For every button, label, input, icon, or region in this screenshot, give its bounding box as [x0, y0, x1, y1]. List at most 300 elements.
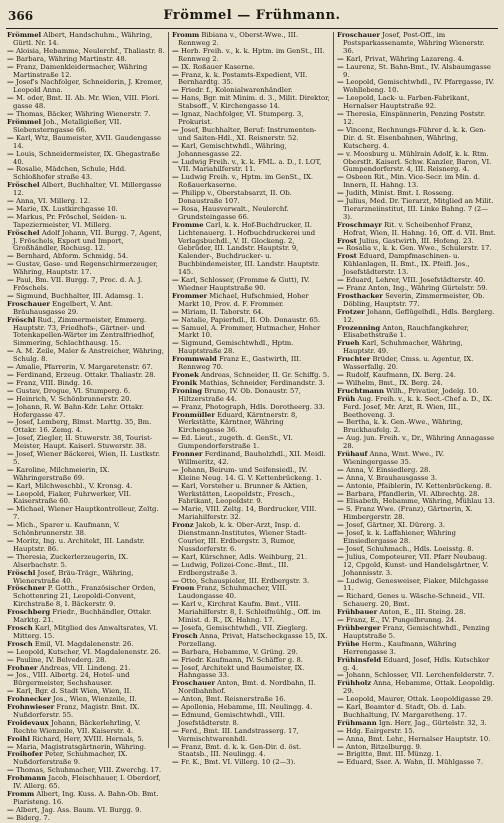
entry-details: Rosalia v., k. k. Gen. Wwe., Schulerstr. 17. [345, 244, 492, 253]
entry-details: Barbara, Währing Martinstr. 48. [15, 54, 127, 63]
entry-surname: Früh [337, 394, 356, 403]
entry-details: Hdg. Eairgerstr. 15. [345, 726, 415, 735]
entry-surname: Frohnwieser [7, 703, 55, 712]
entry-details: Josefa, Gemischtwhdl., VII. Zieglerg. [180, 623, 308, 632]
entry-details: Jos., Wien, Wienzeile, II. [52, 695, 137, 704]
column-2 [169, 31, 334, 767]
entry-details: Julius, Compoteurer, VII. Pfarr Neubaug. 12, Cpgold, Kunst- und Handelsgärtner, V. Johannisstr. 3. [343, 552, 489, 577]
entry-surname: — [337, 703, 344, 712]
entry-surname: — [172, 710, 179, 719]
entry-surname: — [7, 647, 14, 656]
directory-entry [172, 72, 330, 88]
entry-surname: — [337, 94, 344, 103]
entry-surname: — [7, 260, 14, 269]
entry-surname: Frühauf [337, 450, 368, 459]
entry-details: Rud., Zimmermeister, Emmerg. Hauptstr. 73, Friedhofs-, Gärtner- und Totenkapellen-Wärter im Zentralfriedhof, Simmering, Schlachthausg. 15. [13, 315, 155, 348]
entry-details: Franz Anton, Ing., Währing Gürtelstr. 59. [345, 284, 488, 292]
entry-surname: Frueh [337, 339, 360, 348]
entry-surname: Froning [172, 386, 203, 395]
directory-entry [337, 222, 496, 238]
entry-details: Emil, VI. Magdalenenstr. 26. [34, 639, 134, 648]
entry-details: Michael, Wiener Hauptkontrolleur, Zeltg. 7. [13, 505, 159, 522]
entry-surname: — [337, 78, 344, 87]
entry-details: Franz, E., IV. Pungelbrunng. 24. [345, 616, 457, 625]
entry-surname: — [172, 94, 179, 103]
directory-entry [337, 435, 496, 451]
entry-surname: Frühberger [337, 623, 381, 632]
entry-surname: Froschauer [172, 679, 215, 688]
directory-entry [172, 522, 330, 554]
entry-details: Gustav, Drogue, VI. Stumperg. 6. [15, 386, 131, 395]
directory-entry [337, 32, 496, 56]
directory-entry [337, 657, 496, 673]
directory-entry [337, 704, 496, 720]
entry-surname: Froihl [7, 734, 30, 743]
directory-entry [7, 301, 165, 317]
directory-entry [7, 151, 165, 167]
entry-details: P. Gotth., Französischer Orden, Schottenring 21, Leopoldi-Convent, Kirchstraße 8, I. Bäckerstr. 9. [13, 584, 156, 609]
entry-surname: — [172, 505, 179, 514]
directory-entry [7, 751, 165, 767]
directory-entry [337, 79, 496, 95]
entry-details: Josef, Lemberg, Blmst. Marttg. 35, Bm. Ottakr. 16. Zemg. 4. [13, 418, 152, 435]
entry-surname: — [172, 434, 179, 443]
entry-details: Eduard, Sser. A. Wahn, II. Mühlgasse 7. [345, 758, 484, 767]
entry-details: Julius, Gastwirth, III. Hofeng. 23. [358, 236, 474, 245]
entry-surname: Frosthacker [337, 291, 383, 300]
directory-entry [7, 704, 165, 720]
entry-details: Laurenz, St. Bahn-Bmt., IV. Alsbaumgasse 9. [343, 62, 491, 79]
entry-surname: Fronz [172, 521, 194, 530]
entry-details: Josef, k. k. Laffahiener, Währing Einsiedlergasse 28. [343, 529, 456, 545]
entry-details: Karoline, Milchmeierin, IX. Währingerstraße 69. [13, 465, 110, 482]
entry-surname: — [337, 544, 344, 553]
entry-details: Vincenz, Rechnungs-Führer d. k. k. Gen-Dir. d. St. Eisenbahnen, Währing, Kutscherg. 4. [343, 125, 486, 150]
entry-details: Johann, R. W. Bahn-Kdr. Lehr. Ottakr. Hofergasse 47. [13, 402, 144, 419]
entry-surname: Fröschel [7, 181, 40, 190]
entry-surname: — [172, 647, 179, 656]
entry-surname: — [337, 489, 344, 498]
entry-details: Osbeon Rit., Min. Vice-Secr. im Min. d. Innern, II. Hahng. 13. [343, 173, 480, 190]
entry-details: Ludwig Freih. v., k. k. FML. a. D., I. LOT, VII. Mariahilferstr. 11. [178, 157, 322, 174]
entry-details: Karl, Bgr. d. Stadt Wien, Wien, II. [15, 687, 132, 696]
entry-details: Leopold, Maurer, Ottak. Leopoldigasse 29. [345, 695, 494, 704]
entry-surname: — [7, 742, 14, 751]
entry-surname: — [337, 734, 344, 743]
directory-entry [337, 396, 496, 420]
entry-details: Wilh., Privatier, Jodelg. 10. [386, 386, 479, 395]
directory-entry [337, 506, 496, 522]
directory-entry [337, 309, 496, 325]
entry-details: Johann, Bäckerlehrling, V. Rechte Wienzeile, VII. Kaiserstr. 4. [13, 718, 141, 735]
entry-surname: — [7, 537, 14, 545]
entry-surname: — [7, 347, 14, 356]
entry-details: Michael, Hufschmied, Hoher Markt 10, Prov. d. F. Frommer. [178, 291, 309, 308]
directory-entry [7, 791, 165, 807]
entry-details: Maria, Magistratsgärtnerin, Währing. [15, 742, 147, 751]
entry-surname: — [172, 307, 179, 316]
directory-entry [337, 759, 496, 767]
entry-surname: — [7, 552, 14, 561]
entry-details: Mich., Sparer u. Kaufmann, V. Schönbrunnerstr. 38. [13, 521, 120, 538]
page-header [6, 6, 498, 29]
entry-surname: — [7, 489, 14, 498]
entry-surname: — [7, 149, 14, 158]
entry-details: Josef, Schuhmach., Hdls. Loeisstg. 8. [345, 544, 474, 553]
entry-details: Karl, Milchweschbl., V. Kronsg. 4. [15, 481, 133, 490]
directory-entry [172, 665, 330, 681]
entry-surname: Frühinsfeld [337, 655, 382, 664]
entry-details: Franz, Schuhmacher, VIII. Laudongasse 40. [178, 584, 288, 601]
entry-surname: — [172, 141, 179, 150]
entry-surname: — [172, 46, 179, 55]
directory-entry [7, 166, 165, 182]
entry-details: Leopold, Lack- u. Farben-Fabrikant, Hernalser Hauptstraße 92. [343, 94, 470, 111]
entry-details: A. M. Zeile, Maler & Anstreicher, Währing, Schulg. 8. [13, 347, 164, 364]
entry-surname: — [7, 655, 14, 664]
entry-surname: — [7, 671, 14, 680]
directory-entry [7, 522, 165, 538]
entry-details: Edmund, Gemischtwhdl., VIII. Josefstädterstr. 8. [178, 710, 285, 727]
directory-entry [172, 222, 330, 277]
entry-surname: — [172, 276, 179, 285]
entry-surname: — [337, 505, 344, 514]
entry-details: Friedr. Kaufmann, IV. Schäffer g. 8. [180, 655, 303, 664]
entry-details: Josef's Nachfolger, Schneiderin, J. Kremer, Leopold Anna. [13, 78, 163, 95]
entry-details: Anna, Bmt. Lehr., Hernalser Hauptstr. 10. [345, 734, 491, 743]
entry-surname: Frohner [7, 663, 38, 672]
entry-surname: — [172, 552, 179, 561]
entry-surname: — [337, 173, 344, 182]
entry-details: Ferd., Bmt. III. Landstrasserg. 17, Vermischtwarenhdl. [178, 726, 299, 743]
entry-details: Hans, Bgr. mit Minim. d. 3., Milit. Direktor, Stabsoff., V. Kirchengasse 14. [178, 94, 330, 111]
directory-entry [172, 159, 330, 175]
entry-details: Amalie, Pfarrerin, V. Margaretenstr. 67. [15, 363, 153, 372]
entry-surname: — [337, 497, 344, 506]
entry-surname: — [7, 204, 14, 213]
entry-details: Theresia, Einspännerin, Penzing Poststr. 12. [343, 110, 486, 126]
entry-surname: — [7, 434, 14, 443]
entry-surname: — [337, 62, 344, 71]
entry-surname: Frozenning [337, 323, 381, 332]
entry-details: Rit. v. Scheibenhof Franz, Hofrat, Wien, II. Hahng. 16, Off. d. VII. Bmt. [343, 220, 496, 237]
entry-surname: — [337, 529, 344, 538]
directory-entry [7, 435, 165, 451]
entry-surname: — [337, 434, 344, 443]
directory-entry [7, 815, 165, 823]
directory-entry [337, 198, 496, 222]
page-number: 366 [8, 9, 34, 23]
entry-details: Brigitte, Bmt. III. Münzg. 1. [345, 750, 443, 759]
entry-surname: — [7, 805, 14, 814]
entry-details: Otto, Schauspieler, III. Erdbergstr. 3. [180, 576, 310, 585]
entry-details: Franz, Damenkleidermacher, Währing Martinstraße 12. [13, 62, 148, 79]
entry-details: Fr. K., Bmt. VI. Villerg. 10 (2—3). [180, 758, 296, 767]
entry-details: Anna, Hebamme, Ottak. Leopoldig. 29. [343, 679, 495, 696]
entry-surname: — [172, 189, 179, 198]
entry-details: Anna, V. Brauhausgasse 3. [345, 473, 438, 482]
entry-details: Jacob, Fleischhauer, I. Oberdorf, IV. Allerg. 65. [13, 774, 161, 791]
directory-entry [337, 174, 496, 190]
columns-container [4, 31, 500, 822]
entry-details: Karl, Gemischtwhdl., Währing, Johannesgasse 22. [178, 141, 287, 158]
entry-details: Josef, Wiener Bäckerei, Wien, II. Lustkstr. 5. [13, 450, 161, 466]
entry-details: Theresia, Zuckerlerzeugerin, IX. Alserbachstr. 5. [13, 552, 129, 569]
entry-details: Johann, Geflügelhdl., Hdls. Berglerg. 12. [343, 307, 495, 324]
entry-details: Karl, Vorsteher u. Brunner & Aktien, Werkstätten, Leopoldstr., Fresch., Fabrikant, Leopoldstr. 9. [178, 481, 308, 506]
directory-entry [337, 127, 496, 151]
directory-entry [172, 412, 330, 436]
entry-details: Anton, Bmt. Reisnerstraße 16. [180, 695, 286, 704]
directory-entry [172, 95, 330, 111]
entry-details: Aloisia, Hebamme, Neulerchf., Thaliastr. 8. [15, 46, 165, 55]
entry-surname: — [7, 78, 14, 87]
directory-entry [172, 601, 330, 625]
entry-details: Ludwig Freih. v., Hptm. im GenSt., IX. Roßauerkaserne. [178, 173, 314, 190]
column-3 [334, 31, 499, 767]
entry-surname: — [7, 276, 14, 285]
entry-details: Paul, Bm. VII. Burgg. 7, Proc. d. A. J. Fröschels. [13, 276, 143, 292]
entry-details: Rudolf, Kaufmann, IX. Berg. 24. [345, 370, 456, 379]
entry-surname: Frömmel [7, 117, 42, 126]
directory-entry [172, 325, 330, 341]
directory-entry [172, 562, 330, 578]
entry-surname: Frommwald [172, 355, 217, 364]
entry-details: Rosalie, Mädchen, Schule, Hdd. Schloßhofer straße 43. [13, 165, 127, 182]
directory-entry [337, 64, 496, 80]
entry-details: Apollonia, Hebamme, III. Neulingg. 4. [180, 703, 313, 712]
entry-surname: — [172, 655, 179, 664]
directory-entry [7, 419, 165, 435]
entry-details: Wilhelm, Bmt., IX. Berg. 24. [345, 378, 443, 387]
directory-entry [172, 435, 330, 451]
entry-details: Richard, Herr, XVIII. Hernals, 5. [32, 734, 144, 743]
directory-entry [172, 388, 330, 404]
entry-surname: — [337, 54, 344, 63]
directory-entry [7, 467, 165, 483]
directory-entry [172, 680, 330, 696]
entry-details: Miriam, II. Taborstr. 64. [180, 307, 264, 316]
entry-surname: — [337, 481, 344, 490]
directory-entry [7, 230, 165, 254]
entry-surname: — [337, 592, 344, 601]
entry-details: Thomas, Bäcker, Währing Wienerstr. 7. [15, 110, 151, 119]
entry-details: Josef, Architekt und Baumeister, IX. Hahngasse 33. [178, 663, 305, 680]
entry-details: Karl, Schuhmacher, Währing, Hauptstr. 49. [343, 339, 463, 356]
entry-details: Adolf Johann, VII. Burgg. 7, Agent, J. Fröschels, Export und Import, Großhändler, Rochusg. 12. [13, 228, 162, 253]
entry-surname: — [172, 742, 179, 751]
running-head: Frömmel — Frühmann. [163, 8, 341, 23]
entry-surname: Froschauer [337, 31, 380, 39]
entry-surname: Fröschel [7, 228, 40, 237]
directory-entry [7, 317, 165, 349]
entry-surname: — [7, 418, 14, 427]
directory-entry [172, 340, 330, 356]
entry-surname: — [172, 481, 179, 490]
entry-surname: — [337, 726, 344, 735]
entry-details: Jakob, k. k. Ober-Arzt, Insp. d. Dienstmann-Institutes, Wiener Stadt-Courier, III. Erdbergstr. 3, Rumor, Nussdorferstr. 6. [178, 521, 307, 553]
entry-surname: — [172, 315, 179, 324]
entry-surname: — [337, 197, 344, 206]
directory-entry [7, 348, 165, 364]
entry-details: Markus, Pr. Fröschel, Seiden- u. Tapeziermeister, VI. Millerg. [13, 212, 127, 229]
entry-surname: Froidevaux [7, 718, 49, 727]
entry-details: Bruno, IV. Ob. Donaustr. 57, Hiltzerstraße 44. [178, 386, 301, 403]
directory-entry [7, 570, 165, 586]
entry-details: Franz, Gemischtwhdl., Penzing Hauptstraße 5. [343, 623, 490, 640]
entry-surname: — [7, 46, 14, 55]
entry-details: Herm., Kaufmann, Währing Herrengasse 3. [343, 639, 457, 656]
directory-entry [7, 261, 165, 277]
entry-surname: — [7, 291, 14, 300]
entry-details: Pauline, IV. Belvederg. 28. [15, 655, 107, 664]
entry-surname: — [7, 94, 14, 103]
directory-entry [337, 253, 496, 277]
entry-details: Josef, Gärtner, XI. Dürerg. 3. [345, 521, 445, 530]
directory-entry [7, 506, 165, 522]
entry-surname: — [337, 370, 344, 379]
entry-surname: — [337, 149, 344, 158]
entry-details: Ed. Lieut., zugeth. d. GenSt., VI. Gumpendorferstraße 1. [178, 434, 293, 451]
entry-details: Julius, Med. Dr. Tierarzt, Mitglied an Milit. Tierarzneiinstitut, III. Linke Bahng. 7 (2—3). [343, 197, 494, 221]
entry-surname: — [7, 363, 14, 372]
entry-surname: — [7, 110, 14, 119]
entry-surname: Fronik [172, 378, 198, 387]
entry-details: Johann, Schlosser, VII. Lerchenfelderstr. 7. [345, 671, 495, 680]
entry-surname: Frühbauer [337, 608, 378, 617]
entry-details: Joh., Metallgießer, VII. Siebensterngasse 66. [13, 117, 122, 134]
entry-surname: — [172, 623, 179, 632]
entry-surname: Fronner [172, 450, 203, 459]
directory-entry [7, 182, 165, 198]
entry-details: Barbara, Hebamme, V. Grüng. 29. [180, 647, 298, 656]
entry-details: Anna, V. Einsiedlerg. 28. [345, 465, 431, 474]
entry-details: Franz, VIII. Bindg. 16. [15, 378, 93, 387]
entry-details: Franz, k. k. Postamts-Expedient, VII. Bernhardtg. 35. [178, 70, 308, 87]
entry-details: Karl, Beamter d. Stadt, Ob. d. Lab. Buchhaltung, IV. Margaretheng. 17. [343, 703, 467, 719]
entry-surname: — [337, 125, 344, 134]
directory-entry [7, 538, 165, 554]
entry-details: Aug. Freih. v., k. k. Sect.-Chef a. D., IX. Ferd. Josef, Mr. Arzt, R. Wien, III., Beethoveng. 3. [343, 394, 493, 419]
directory-entry [7, 585, 165, 609]
entry-surname: Fröschl [7, 315, 36, 324]
entry-details: Bibiana v., Oberst-Wwe., III. Rennweg 2. [178, 31, 299, 47]
directory-entry [172, 143, 330, 159]
entry-surname: — [7, 813, 14, 822]
entry-surname: — [172, 576, 179, 585]
entry-details: Karl, Mitglied des Anwaltsrates, VI. Mitterg. 15. [13, 623, 159, 640]
entry-surname: Fromme [172, 220, 204, 229]
directory-entry [337, 554, 496, 578]
entry-details: Ludwig, Genesweiser, Fiaker, Milchgasse 11. [343, 576, 489, 593]
entry-surname: — [337, 616, 344, 625]
entry-surname: — [172, 402, 179, 411]
entry-details: Richard, Genes u. Wäsche-Schneid., VII. Schauerg. 20, Bmt. [343, 592, 485, 609]
entry-surname: — [337, 758, 344, 767]
entry-surname: Frühe [337, 639, 360, 648]
entry-details: Franz, Bmt. d. k. k. Gen-Dir. d. öst. Staatsb., III. Neulingg. 4. [178, 742, 302, 759]
entry-surname: — [172, 695, 179, 704]
entry-surname: — [337, 750, 344, 759]
entry-details: IX. Roßauer Kaserne. [180, 62, 255, 71]
directory-entry [172, 506, 330, 522]
entry-surname: — [172, 663, 179, 672]
directory-entry [337, 593, 496, 609]
entry-surname: — [337, 521, 344, 530]
entry-surname: Frosch [7, 623, 33, 632]
entry-surname: — [7, 450, 14, 459]
entry-surname: — [172, 339, 179, 348]
directory-entry [7, 491, 165, 507]
directory-entry [337, 578, 496, 594]
directory-entry [172, 356, 330, 372]
entry-details: Ludwig, Polizei-Conc.-Bmt., III. Erdbergstraße 3. [178, 560, 289, 577]
directory-entry [172, 127, 330, 143]
entry-details: Eduard, Lehrer, VIII. Josefstädterstr. 40. [345, 276, 486, 285]
directory-entry [172, 293, 330, 309]
entry-details: Anton, Bmt. d. Nordbahn, II. Nordbahnhof. [178, 679, 316, 696]
directory-entry [7, 404, 165, 420]
directory-entry [7, 64, 165, 80]
directory-entry [7, 554, 165, 570]
entry-surname: — [7, 394, 14, 403]
entry-surname: — [172, 465, 179, 474]
entry-surname: — [7, 481, 14, 490]
entry-surname: — [337, 742, 344, 751]
entry-surname: — [7, 370, 14, 379]
entry-surname: Fronmüller [172, 410, 215, 419]
entry-details: Thomas, Schuhmacher, VIII. Zwerchg. 17. [15, 766, 162, 775]
entry-surname: — [337, 473, 344, 482]
entry-details: Leopold, Fiaker, Fuhrwerker, VII. Kaiserstraße 60. [13, 489, 132, 506]
entry-surname: Fruchtmann [337, 386, 384, 395]
entry-surname: — [7, 521, 14, 530]
entry-details: Anton, Bitzelburgg. 9. [345, 742, 422, 751]
entry-details: Eduard, Dampfmaschinen- u. Kühlanlagen, II. Bmt., IX. Pfeifl. Jos., Josefstädterstr. 13. [343, 252, 470, 277]
entry-details: Albert, Jag. Ass. Baum. VI. Burgg. 9. [15, 805, 142, 814]
entry-surname: Fromm [7, 790, 35, 798]
entry-surname: — [337, 695, 344, 704]
column-1 [4, 31, 169, 822]
directory-entry [337, 111, 496, 127]
entry-details: Karl, Schlosser, (Fromme & Gutt), IV. Wiedner Hauptstraße 90. [178, 276, 310, 292]
entry-surname: Frost [337, 252, 357, 261]
entry-details: Albert, Buchhalter, VI. Millergasse 12. [13, 181, 162, 198]
entry-details: Jos., VIII. Albertg. 24, Hotel- und Bürgermeister, Sechshauser. [13, 671, 130, 688]
entry-surname: — [172, 758, 179, 767]
directory-entry [7, 775, 165, 791]
entry-surname: — [337, 244, 344, 253]
entry-details: Karl v., Kirchrat Kaufm. Bmt., VIII. Mariahilferstr. 8, I. Schleifmühlg., Off. im Minist. d. R., IX. Hahng. 17. [178, 600, 321, 625]
entry-surname: — [172, 204, 179, 213]
directory-entry [337, 680, 496, 696]
directory-entry [337, 325, 496, 341]
directory-entry [172, 111, 330, 127]
entry-surname: Fröschl [7, 568, 36, 577]
entry-surname: — [337, 671, 344, 680]
directory-entry [337, 356, 496, 372]
entry-surname: Fruchter [337, 355, 371, 364]
entry-details: Marie, VIII. Zeltg. 14, Bordrucker, VIII. Mariahilferstr. 32. [178, 505, 317, 522]
entry-details: Johann, Beirum- und Seifensiedl., IV. Kleine Neug. 14. G. V. Kettenbrückeng. 1. [178, 465, 322, 482]
entry-surname: — [172, 70, 179, 79]
entry-surname: — [7, 252, 14, 261]
entry-details: Samuel, A. Frommer, Hutmacher, Hoher Markt 10. [178, 323, 321, 340]
entry-surname: — [172, 125, 179, 134]
entry-surname: — [172, 110, 179, 119]
entry-details: Carl, k. k. Hof-Buchdrucker, II. Lichtenauerg. 1. Hofbuchdruckerei und Verlagsbuchdl., V. II. Glockeng. 2, Gebrüder, III. Landstr. Hauptstr. 9, Kalender-, Buchdrucker- u. Buchbindemeister, III. Landstr. Hauptstr. 145. [178, 220, 320, 277]
directory-entry [7, 277, 165, 293]
